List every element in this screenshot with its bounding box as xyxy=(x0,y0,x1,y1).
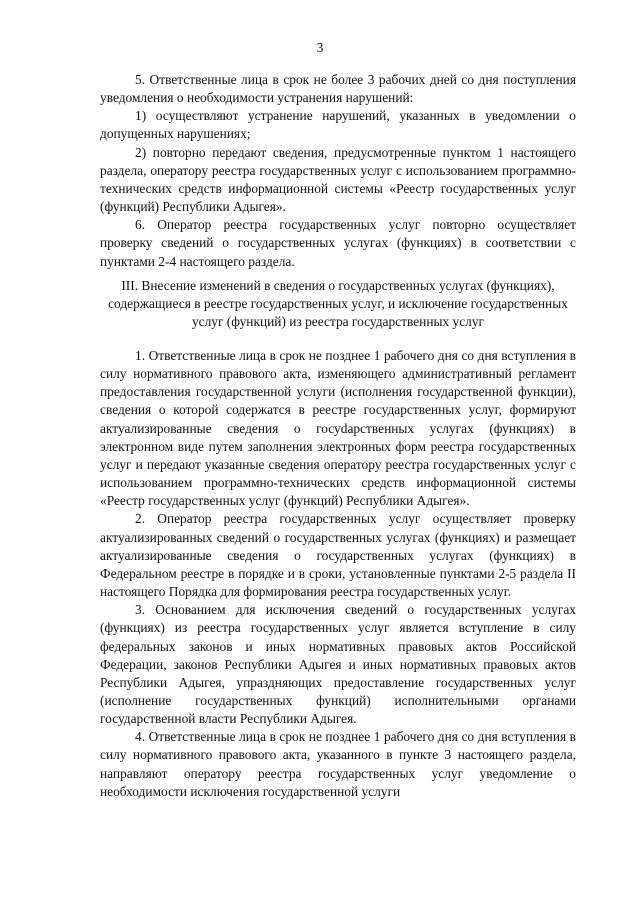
paragraph: 2. Оператор реестра государственных услуг осуществляет проверку актуализированных сведений о государственных услугах (функциях) и размещает актуализированные сведения о государственных услугах (функциях) в Федеральном реестре в порядке и в сроки, установленные пунктами 2-5 раздела II настоящего Порядка для формирования реестра государственных услуг. xyxy=(100,511,576,600)
paragraph: 6. Оператор реестра государственных услуг повторно осуществляет проверку сведений о государственных услугах (функциях) в соответствии с пунктами 2-4 настоящего раздела. xyxy=(100,217,576,269)
paragraph: 4. Ответственные лица в срок не позднее 1 рабочего дня со дня вступления в силу нормативного правового акта, указанного в пункте 3 настоящего раздела, направляют оператору реестра государственных услуг уведомление о необходимости исключения государственной услуги xyxy=(100,729,576,799)
body-text-before-section xyxy=(100,71,576,271)
paragraph: 1. Ответственные лица в срок не позднее 1 рабочего дня со дня вступления в силу нормативного правового акта, изменяющего административный регламент предоставления государственной услуги (исполнения государственной функции), сведения о которой содержатся в реестре государственных услуг, формируют актуализированные сведения о госуdарственных услугах (функциях) в электронном виде путем заполнения электронных форм реестра государственных услуг и передают указанные сведения оператору реестра государственных услуг с использованием программно-технических средств информационной системы «Реестр государственных услуг (функций) Республики Адыгея». xyxy=(100,348,576,509)
section-heading: III. Внесение изменений в сведения о государственных услугах (функциях), содержащиеся в реестре государственных услуг, и исключение государственных услуг (функций) из реестра государственных услуг xyxy=(108,278,568,330)
paragraph: 5. Ответственные лица в срок не более 3 рабочих дней со дня поступления уведомления о необходимости устранения нарушений: xyxy=(100,72,576,106)
body-text-after-section xyxy=(100,347,576,801)
page-number: 3 xyxy=(316,40,324,55)
paragraph: 1) осуществляют устранение нарушений, указанных в уведомлении о допущенных нарушениях; xyxy=(100,108,576,142)
paragraph: 2) повторно передают сведения, предусмотренные пунктом 1 настоящего раздела, оператору реестра государственных услуг с использованием программно-технических средств информационной системы «Реестр государственных услуг (функций) Республики Адыгея». xyxy=(100,144,576,215)
paragraph: 3. Основанием для исключения сведений о государственных услугах (функциях) из реестра государственных услуг является вступление в силу федеральных законов и иных нормативных правовых актов Российской Федерации, законов Республики Адыгея и иных нормативных правовых актов Республики Адыгея, упраздняющих предоставление государственных услуг (исполнение государственных функций) исполнительными органами государственной власти Республики Адыгея. xyxy=(100,602,576,727)
